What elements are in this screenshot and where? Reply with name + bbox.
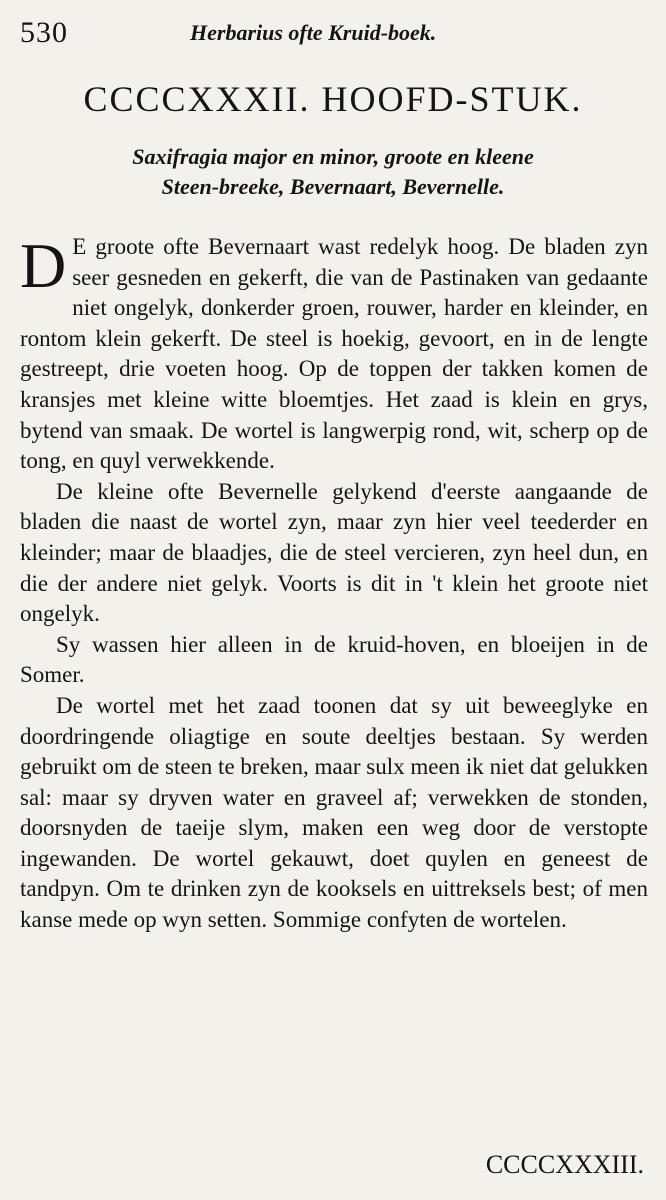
- running-title: Herbarius ofte Kruid-boek.: [190, 20, 437, 45]
- body-text: [20, 232, 648, 936]
- subtitle-line-2: Steen-breeke, Bevernaart, Bevernelle.: [161, 174, 505, 199]
- chapter-subtitle: [0, 142, 666, 202]
- catch-word: CCCCXXXIII.: [485, 1150, 644, 1179]
- subtitle-line-1: Saxifragia major en minor, groote en kleene: [132, 144, 534, 169]
- paragraph-4: De wortel met het zaad toonen dat sy uit beweeglyke en doordringende oliagtige en soute deeltjes bestaan. Sy werden gebruikt om de steen te breken, maar sulx meen ik niet dat gelukken sal: maar sy dryven water en graveel af; verwekken de stonden, doorsnyden de taeije slym, maken een weg door de verstopte ingewanden. De wortel gekauwt, doet quylen en geneest de tandpyn. Om te drinken zyn de kooksels en uittreksels best; of men kanse mede op wyn setten. Sommige confyten de wortelen.: [20, 692, 648, 933]
- drop-cap: D: [20, 230, 67, 301]
- paragraph-3: Sy wassen hier alleen in de kruid-hoven, en bloeijen in de Somer.: [20, 631, 648, 688]
- paragraph-1: [20, 232, 648, 477]
- chapter-title: CCCCXXXII. HOOFD-STUK.: [83, 79, 583, 119]
- running-head: [20, 14, 646, 54]
- page-number: 530: [20, 16, 68, 49]
- first-word-rest: E: [72, 234, 87, 259]
- paragraph-1-text: groote ofte Bevernaart wast redelyk hoog. De bladen zyn seer gesneden en gekerft, die van de Pastinaken van gedaante niet ongelyk, donkerder groen, rouwer, harder en kleinder, en rontom klein gekerft. De steel is hoekig, gevoort, en in de lengte gestreept, drie voeten hoog. Op de toppen der takken komen de kransjes met kleine witte bloemtjes. Het zaad is klein en grys, bytend van smaak. De wortel is langwerpig rond, wit, scherp op de tong, en quyl verwekkende.: [20, 234, 648, 474]
- paragraph-2: De kleine ofte Bevernelle gelykend d'eerste aangaande de bladen die naast de wortel zyn, maar zyn hier veel teederder en kleinder; maar de blaadjes, die de steel vercieren, zyn heel dun, en die der andere niet gelyk. Voorts is dit in 't klein het groote niet ongelyk.: [20, 478, 648, 627]
